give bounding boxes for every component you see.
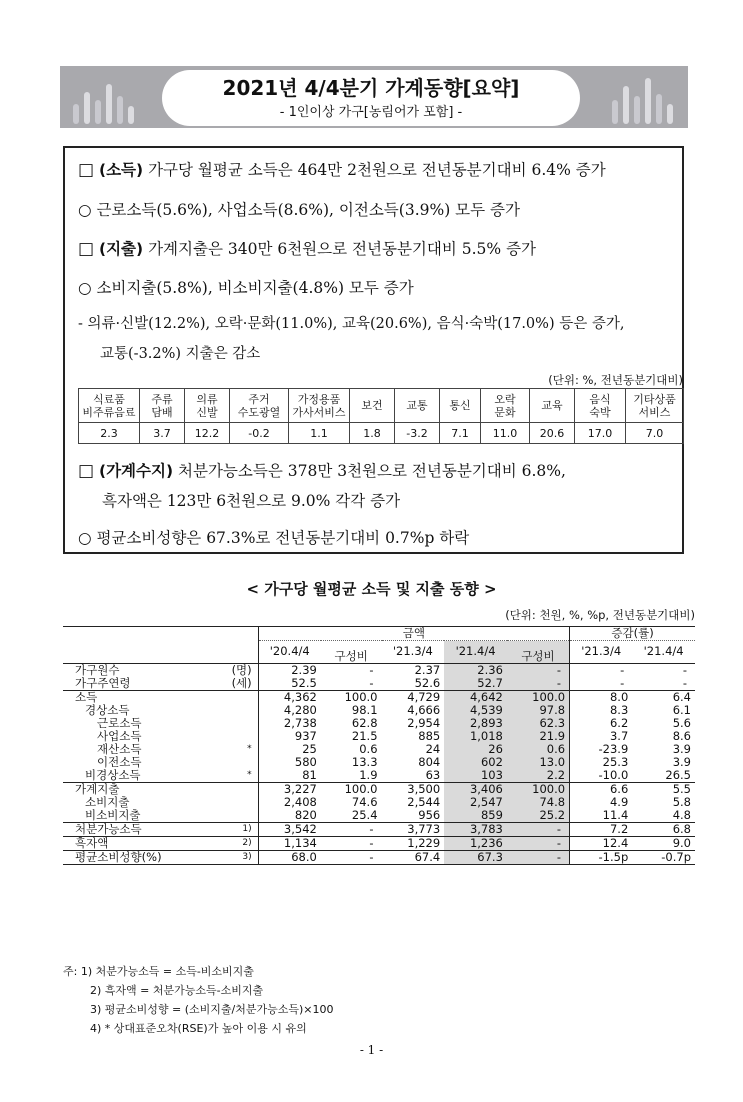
spend-summary <box>78 237 536 259</box>
row-label-text: 이전소득 <box>97 754 142 769</box>
row-label <box>63 769 258 783</box>
table-cell: 8.0 <box>570 690 633 704</box>
table-cell: 100.0 <box>321 782 382 796</box>
table-cell: 956 <box>418 807 441 822</box>
table-cell: 81 <box>258 769 321 783</box>
page-title: 2021년 4/4분기 가계동향[요약] <box>222 76 520 100</box>
table-cell: 62.8 <box>351 715 378 730</box>
decoration-bar <box>84 92 90 124</box>
decoration-bar <box>667 104 673 124</box>
table-cell: 2.36 <box>444 663 507 677</box>
category-value: -3.2 <box>395 423 440 444</box>
table-cell: -10.0 <box>570 769 633 783</box>
decoration-bar <box>623 86 629 124</box>
row-label <box>63 690 258 704</box>
balance-heading: (가계수지) <box>99 462 174 480</box>
table-cell: 3,783 <box>444 822 507 836</box>
row-label <box>63 704 258 717</box>
table-cell: 6.4 <box>632 690 695 704</box>
row-label-unit: 2) <box>242 837 252 848</box>
table-cell: 4,729 <box>382 690 445 704</box>
table-cell: 5.8 <box>672 794 691 809</box>
table-cell: 3,500 <box>382 782 445 796</box>
table-cell: - <box>321 850 382 864</box>
table-cell: - <box>507 663 570 677</box>
col-header: '21.3/4 <box>570 641 633 664</box>
table-cell: 820 <box>258 809 321 823</box>
table-cell: 8.3 <box>570 704 633 717</box>
category-header: 음식 숙박 <box>575 389 626 423</box>
table-cell: 26.5 <box>665 767 691 782</box>
row-label-text: 비경상소득 <box>85 767 141 782</box>
table-cell: 6.1 <box>672 702 691 717</box>
table-cell: 3.7 <box>570 730 633 743</box>
table-cell: 3.9 <box>672 741 691 756</box>
table-row <box>63 743 695 756</box>
table-cell: 6.2 <box>570 717 633 730</box>
row-label <box>63 717 258 730</box>
category-value: 2.3 <box>79 423 140 444</box>
decoration-bar <box>106 84 112 124</box>
table-cell: 2,893 <box>444 717 507 730</box>
page-number: - 1 - <box>359 1043 384 1057</box>
table-cell: 62.3 <box>507 717 570 730</box>
table-cell: 4,539 <box>444 704 507 717</box>
category-header: 오락 문화 <box>481 389 530 423</box>
col-header: 구성비 <box>507 641 570 664</box>
table-row <box>63 677 695 691</box>
category-value: -0.2 <box>230 423 289 444</box>
row-label-unit: (세) <box>231 675 252 690</box>
table-cell: 885 <box>418 728 441 743</box>
table-cell: 25.4 <box>351 807 378 822</box>
row-label-unit: 3) <box>242 851 252 862</box>
category-value: 12.2 <box>185 423 230 444</box>
spend-subpoint: ○ 소비지출(5.8%), 비소비지출(4.8%) 모두 증가 <box>78 279 414 297</box>
header-blank <box>63 641 258 664</box>
column-header-row <box>63 641 695 664</box>
table-cell: 5.5 <box>632 782 695 796</box>
table-cell: 4,362 <box>258 690 321 704</box>
footnote: 4) * 상대표준오차(RSE)가 높아 이용 시 유의 <box>90 1022 307 1035</box>
category-header: 교통 <box>395 389 440 423</box>
row-label-unit: * <box>247 743 252 754</box>
spend-text: 가계지출은 340만 6천원으로 전년동분기대비 5.5% 증가 <box>148 240 537 258</box>
table-cell: 4,666 <box>407 702 441 717</box>
table-row <box>63 782 695 796</box>
table-cell: 1,134 <box>258 836 321 850</box>
table-cell: 9.0 <box>632 836 695 850</box>
row-label <box>63 822 258 836</box>
table-cell: 2,547 <box>444 796 507 809</box>
table-row <box>63 769 695 783</box>
row-label-text: 소비지출 <box>85 794 130 809</box>
table-cell: -23.9 <box>570 743 633 756</box>
table-cell: - <box>507 836 570 850</box>
income-subpoint: ○ 근로소득(5.6%), 사업소득(8.6%), 이전소득(3.9%) 모두 증가 <box>78 201 520 219</box>
table-cell: - <box>682 662 687 677</box>
category-value: 20.6 <box>530 423 575 444</box>
footnote: 3) 평균소비성향 = (소비지출/처분가능소득)×100 <box>90 1003 334 1016</box>
table-cell: 1.9 <box>359 767 378 782</box>
group-amount: 금액 <box>258 627 569 641</box>
row-label <box>63 677 258 691</box>
row-label-text: 평균소비성향(%) <box>75 849 162 864</box>
header-blank <box>63 627 258 641</box>
income-heading: (소득) <box>99 161 144 179</box>
table-row <box>63 730 695 743</box>
table-cell: 52.6 <box>414 675 441 690</box>
income-expenditure-table <box>63 626 695 865</box>
table-row <box>63 704 695 717</box>
table-cell: - <box>321 822 382 836</box>
table-cell: 2,738 <box>258 717 321 730</box>
table-cell: 3.9 <box>672 754 691 769</box>
balance-text-2: 흑자액은 123만 6천원으로 9.0% 각각 증가 <box>102 492 401 510</box>
category-header: 식료품 비주류음료 <box>79 389 140 423</box>
table-cell: 13.3 <box>351 754 378 769</box>
row-label <box>63 836 258 850</box>
category-value: 11.0 <box>481 423 530 444</box>
table-cell: - <box>507 822 570 836</box>
table-cell: 100.0 <box>507 782 570 796</box>
row-label-text: 가구주연령 <box>75 675 131 690</box>
balance-text: 처분가능소득은 378만 3천원으로 전년동분기대비 6.8%, <box>178 462 566 480</box>
category-value: 1.8 <box>350 423 395 444</box>
table-cell: 6.8 <box>632 822 695 836</box>
decoration-bar <box>645 78 651 124</box>
group-header-row <box>63 627 695 641</box>
table-cell: -1.5p <box>570 850 633 864</box>
decoration-bar <box>73 104 79 124</box>
category-header: 주거 수도광열 <box>230 389 289 423</box>
table-row <box>63 850 695 864</box>
category-header: 주류 담배 <box>140 389 185 423</box>
table-cell: 63 <box>425 767 441 782</box>
table-cell: 1,229 <box>382 836 445 850</box>
table-cell: 25.2 <box>507 809 570 823</box>
spend-detail-2: 교통(-3.2%) 지출은 감소 <box>100 346 261 362</box>
checkbox-square-icon: □ <box>78 160 95 180</box>
decoration-bar <box>634 96 640 124</box>
table-cell: 4.9 <box>570 796 633 809</box>
table-cell: 4,642 <box>444 690 507 704</box>
main-table-title: < 가구당 월평균 소득 및 지출 동향 > <box>246 580 497 598</box>
table-cell: 68.0 <box>258 850 321 864</box>
balance-summary <box>78 459 566 481</box>
table-cell: 804 <box>418 754 441 769</box>
table-cell: 67.3 <box>444 850 507 864</box>
table-cell: - <box>369 662 374 677</box>
row-label <box>63 730 258 743</box>
row-label-text: 경상소득 <box>85 702 130 717</box>
category-header: 가정용품 가사서비스 <box>289 389 350 423</box>
row-label <box>63 809 258 823</box>
category-header: 교육 <box>530 389 575 423</box>
table-cell: - <box>682 675 687 690</box>
table-cell: 52.5 <box>258 677 321 691</box>
table-cell: - <box>570 677 633 691</box>
col-header: 구성비 <box>321 641 382 664</box>
row-label-text: 근로소득 <box>97 715 142 730</box>
decoration-bar <box>656 94 662 124</box>
table-cell: 25.3 <box>570 756 633 769</box>
col-header: '21.3/4 <box>382 641 445 664</box>
spend-detail: - 의류·신발(12.2%), 오락·문화(11.0%), 교육(20.6%), 음식·숙박(17.0%) 등은 증가, <box>78 316 625 332</box>
table-cell: 580 <box>258 756 321 769</box>
balance-subpoint: ○ 평균소비성향은 67.3%로 전년동분기대비 0.7%p 하락 <box>78 529 470 547</box>
row-label-text: 비소비지출 <box>85 807 141 822</box>
table-cell: - <box>369 675 374 690</box>
col-header: '20.4/4 <box>258 641 321 664</box>
category-header: 의류 신발 <box>185 389 230 423</box>
table-cell: 2,954 <box>407 715 441 730</box>
table-cell: 2,544 <box>407 794 441 809</box>
category-header: 보건 <box>350 389 395 423</box>
table-cell: 0.6 <box>359 741 378 756</box>
row-label-text: 재산소득 <box>97 741 142 756</box>
table-row <box>63 756 695 769</box>
row-label <box>63 663 258 677</box>
main-table-unit: (단위: 천원, %, %p, 전년동분기대비) <box>505 608 695 622</box>
row-label-text: 흑자액 <box>75 835 109 850</box>
table-cell: -0.7p <box>632 850 695 864</box>
row-label <box>63 782 258 796</box>
spend-heading: (지출) <box>99 240 144 258</box>
table-cell: 6.6 <box>570 782 633 796</box>
category-header-row <box>79 389 684 423</box>
row-label <box>63 850 258 864</box>
row-label-unit: (명) <box>231 662 252 677</box>
table-row <box>63 836 695 850</box>
footnote: 2) 흑자액 = 처분가능소득-소비지출 <box>90 984 264 997</box>
col-header: '21.4/4 <box>632 641 695 664</box>
table-cell: 4,280 <box>258 704 321 717</box>
table-cell: 21.5 <box>351 728 378 743</box>
table-cell: 12.4 <box>570 836 633 850</box>
table-cell: 52.7 <box>444 677 507 691</box>
table-row <box>63 809 695 823</box>
row-label <box>63 796 258 809</box>
table-row <box>63 690 695 704</box>
decoration-bar <box>95 100 101 124</box>
group-change: 증감(률) <box>570 627 695 641</box>
row-label-unit: 1) <box>242 823 252 834</box>
table-cell: 4.8 <box>672 807 691 822</box>
category-header: 기타상품 서비스 <box>626 389 684 423</box>
table-cell: - <box>570 663 633 677</box>
decoration-bar <box>117 96 123 124</box>
category-unit: (단위: %, 전년동분기대비) <box>548 373 683 387</box>
table-cell: 1,236 <box>444 836 507 850</box>
page-subtitle: - 1인이상 가구[농림어가 포함] - <box>279 105 463 120</box>
checkbox-square-icon: □ <box>78 461 95 481</box>
table-cell: 2.37 <box>414 662 441 677</box>
table-cell: 74.8 <box>507 796 570 809</box>
table-cell: 100.0 <box>507 690 570 704</box>
decoration-bar <box>128 106 134 124</box>
footnotes <box>63 962 334 1038</box>
table-cell: 74.6 <box>351 794 378 809</box>
table-cell: 67.4 <box>382 850 445 864</box>
row-label <box>63 756 258 769</box>
table-cell: 859 <box>444 809 507 823</box>
row-label-text: 소득 <box>75 689 98 704</box>
table-cell: 2.2 <box>507 769 570 783</box>
table-cell: 3,406 <box>444 782 507 796</box>
category-value: 7.1 <box>440 423 481 444</box>
table-cell: 3,773 <box>382 822 445 836</box>
table-cell: 3,542 <box>258 822 321 836</box>
table-row <box>63 796 695 809</box>
table-cell: 5.6 <box>672 715 691 730</box>
table-cell: 103 <box>444 769 507 783</box>
table-row <box>63 717 695 730</box>
table-cell: 26 <box>444 743 507 756</box>
table-cell: - <box>321 836 382 850</box>
row-label-unit: * <box>247 769 252 780</box>
table-cell: 98.1 <box>351 702 378 717</box>
table-cell: 602 <box>444 756 507 769</box>
table-cell: 21.9 <box>507 730 570 743</box>
category-header: 통신 <box>440 389 481 423</box>
table-cell: 24 <box>425 741 441 756</box>
category-value-row <box>79 423 684 444</box>
table-cell: - <box>507 677 570 691</box>
table-cell: 11.4 <box>570 809 633 823</box>
table-cell: 7.2 <box>570 822 633 836</box>
income-summary <box>78 158 606 180</box>
table-cell: 3,227 <box>258 782 321 796</box>
table-cell: 100.0 <box>321 690 382 704</box>
row-label <box>63 743 258 756</box>
table-cell: 937 <box>258 730 321 743</box>
table-cell: 97.8 <box>507 704 570 717</box>
row-label-text: 가계지출 <box>75 781 120 796</box>
table-cell: - <box>507 850 570 864</box>
income-text: 가구당 월평균 소득은 464만 2천원으로 전년동분기대비 6.4% 증가 <box>148 161 606 179</box>
table-cell: 8.6 <box>672 728 691 743</box>
table-cell: 0.6 <box>507 743 570 756</box>
table-cell: 2.39 <box>258 663 321 677</box>
table-cell: 13.0 <box>507 756 570 769</box>
checkbox-square-icon: □ <box>78 239 95 259</box>
row-label-text: 가구원수 <box>75 662 120 677</box>
footnote: 주: 1) 처분가능소득 = 소득-비소비지출 <box>63 965 254 978</box>
category-value: 3.7 <box>140 423 185 444</box>
category-table <box>78 388 684 444</box>
table-cell: 25 <box>258 743 321 756</box>
category-value: 1.1 <box>289 423 350 444</box>
table-row <box>63 663 695 677</box>
row-label-text: 처분가능소득 <box>75 821 142 836</box>
col-header: '21.4/4 <box>444 641 507 664</box>
table-row <box>63 822 695 836</box>
category-value: 7.0 <box>626 423 684 444</box>
row-label-text: 사업소득 <box>97 728 142 743</box>
table-cell: 1,018 <box>444 730 507 743</box>
decoration-bar <box>612 100 618 124</box>
table-cell: 2,408 <box>258 796 321 809</box>
category-value: 17.0 <box>575 423 626 444</box>
